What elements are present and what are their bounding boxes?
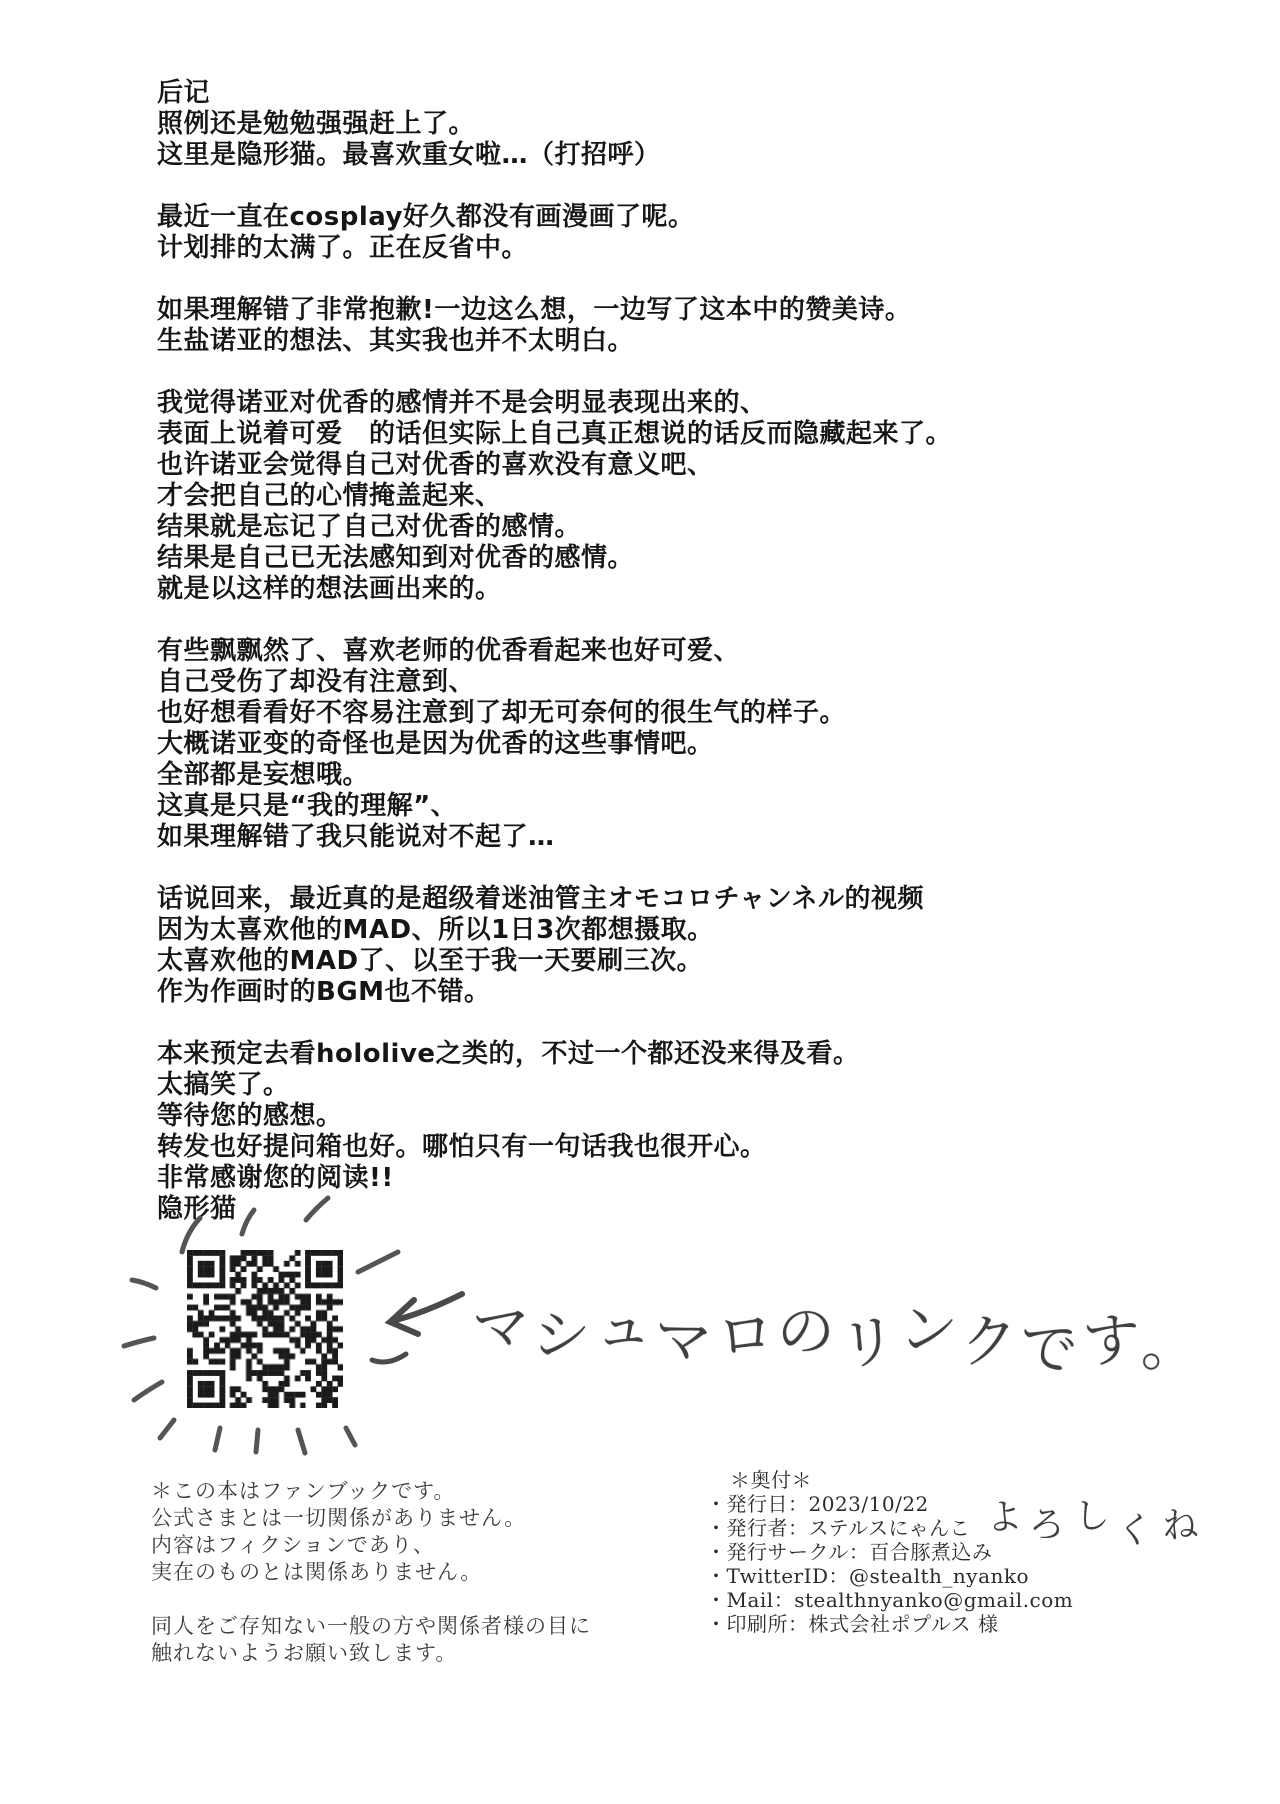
handwritten-char: で — [1015, 1310, 1085, 1386]
text-line: 本来预定去看hololive之类的，不过一个都还没来得及看。 — [157, 1039, 860, 1069]
handwritten-char: 。 — [1139, 1310, 1207, 1384]
handwritten-char: よ — [984, 1495, 1032, 1540]
text-line: ・発行者：ステルスにゃんこ — [706, 1516, 971, 1540]
text-line: 太喜欢他的MAD了、以至于我一天要刷三次。 — [157, 946, 704, 976]
text-line: 计划排的太满了。正在反省中。 — [157, 233, 529, 263]
text-line: 这真是只是“我的理解”、 — [157, 791, 458, 821]
text-line: 全部都是妄想哦。 — [157, 760, 370, 790]
text-line: ・印刷所：株式会社ポプルス 様 — [706, 1612, 999, 1636]
text-line: 后记 — [157, 78, 211, 108]
text-line: 结果就是忘记了自己对优香的感情。 — [157, 512, 582, 542]
text-line: 转发也好提问箱也好。哪怕只有一句话我也很开心。 — [157, 1132, 767, 1162]
text-line: 隐形猫 — [157, 1194, 237, 1224]
handwritten-char: ロ — [714, 1299, 780, 1371]
text-line: 结果是自己已无法感知到对优香的感情。 — [157, 543, 635, 573]
text-line: 因为太喜欢他的MAD、所以1日3次都想摄取。 — [157, 915, 714, 945]
text-line: ＊この本はファンブックです。 — [151, 1479, 456, 1503]
fanbook-disclaimer — [151, 1478, 671, 1667]
text-line: 才会把自己的心情掩盖起来、 — [157, 481, 502, 511]
text-line: ・TwitterID：@stealth_nyanko — [706, 1564, 1030, 1588]
text-line: 表面上说着可爱 的话但实际上自己真正想说的话反而隐藏起来了。 — [157, 419, 953, 449]
text-line: 这里是隐形猫。最喜欢重女啦…（打招呼） — [157, 140, 661, 170]
handwritten-char: シ — [529, 1299, 596, 1373]
text-line: ・Mail：stealthnyanko@gmail.com — [706, 1588, 1074, 1612]
text-line — [157, 171, 1137, 202]
text-line: 有些飘飘然了、喜欢老师的优香看起来也好可爱、 — [157, 636, 741, 666]
text-line: 最近一直在cosplay好久都没有画漫画了呢。 — [157, 202, 695, 232]
text-line: 作为作画时的BGM也不错。 — [157, 977, 491, 1007]
text-line: 同人をご存知ない一般の方や関係者様の目に — [151, 1614, 591, 1638]
colophon-title: ＊奥付＊ — [730, 1468, 812, 1492]
text-line: 大概诺亚变的奇怪也是因为优香的这些事情吧。 — [157, 729, 714, 759]
handwritten-char: マ — [649, 1303, 719, 1379]
text-line — [157, 853, 1137, 884]
text-line: 実在のものとは関係ありません。 — [151, 1560, 483, 1584]
colophon — [706, 1468, 1166, 1636]
text-line: 也好想看看好不容易注意到了却无可奈何的很生气的样子。 — [157, 698, 847, 728]
handwritten-char: の — [774, 1295, 841, 1368]
text-line: 等待您的感想。 — [157, 1101, 343, 1131]
handwritten-char: リ — [836, 1305, 904, 1380]
handwritten-char: し — [1073, 1495, 1119, 1538]
text-line — [157, 357, 1137, 388]
text-line: 非常感谢您的阅读!! — [157, 1163, 394, 1193]
handwritten-char: ン — [895, 1293, 964, 1368]
afterword-text — [157, 78, 1137, 1225]
text-line: 就是以这样的想法画出来的。 — [157, 574, 502, 604]
text-line — [151, 1586, 671, 1613]
text-line: 内容はフィクションであり、 — [151, 1533, 435, 1557]
text-line — [157, 264, 1137, 295]
handwritten-char: ね — [1161, 1503, 1208, 1548]
handwritten-qr-note — [469, 1280, 1213, 1386]
handwritten-char: ろ — [1026, 1503, 1076, 1549]
text-line: 如果理解错了我只能说对不起了… — [157, 822, 555, 852]
handwritten-char: す — [1081, 1305, 1145, 1376]
text-line — [157, 605, 1137, 636]
text-line: 话说回来，最近真的是超级着迷油管主オモコロチャンネル的视频 — [157, 884, 924, 914]
text-line: 也许诺亚会觉得自己对优香的喜欢没有意义吧、 — [157, 450, 714, 480]
text-line: 太搞笑了。 — [157, 1070, 290, 1100]
hand-drawn-arrow-icon — [360, 1270, 480, 1380]
text-line: 公式さまとは一切関係がありません。 — [151, 1506, 527, 1530]
text-line — [157, 1008, 1137, 1039]
colophon-entries — [706, 1492, 1166, 1636]
text-line: ・発行日：2023/10/22 — [706, 1492, 929, 1516]
text-line: 照例还是勉勉强强赶上了。 — [157, 109, 476, 139]
text-line: 我觉得诺亚对优香的感情并不是会明显表现出来的、 — [157, 388, 767, 418]
handwritten-char: ュ — [593, 1291, 657, 1362]
text-line: ・発行サークル：百合豚煮込み — [706, 1540, 993, 1564]
handwritten-char: マ — [469, 1291, 537, 1365]
handwritten-char: ク — [958, 1305, 1024, 1377]
text-line: 自己受伤了却没有注意到、 — [157, 667, 476, 697]
text-line: 触れないようお願い致します。 — [151, 1641, 458, 1665]
text-line: 如果理解错了非常抱歉!一边这么想，一边写了这本中的赞美诗。 — [157, 295, 912, 325]
text-line: 生盐诺亚的想法、其实我也并不太明白。 — [157, 326, 635, 356]
handwritten-char: く — [1113, 1507, 1164, 1555]
